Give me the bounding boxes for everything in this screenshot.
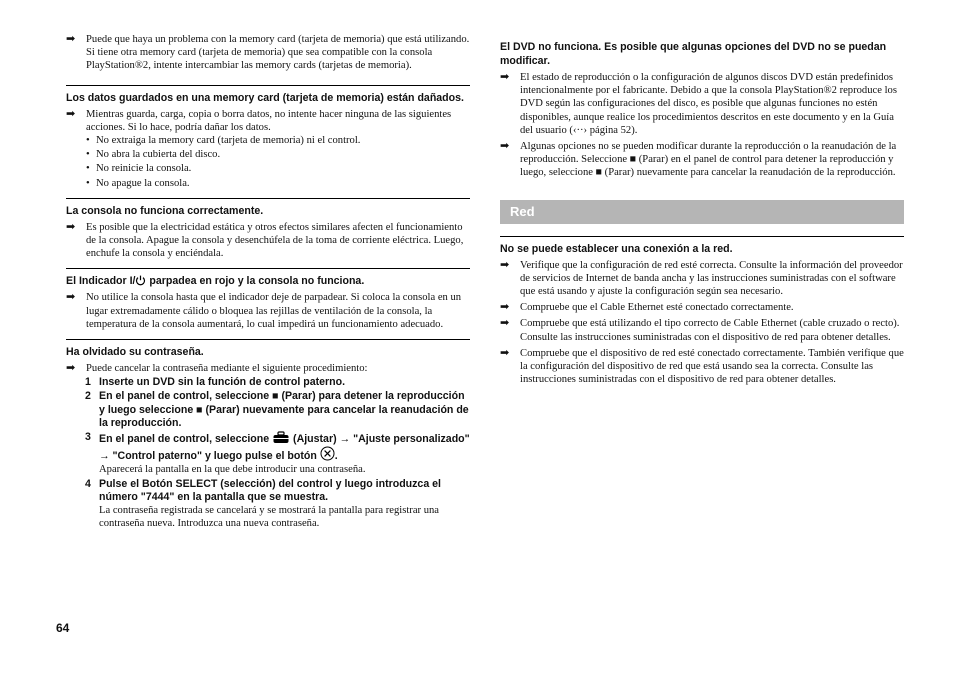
heading-console-malfunction: La consola no funciona correctamente. (66, 198, 470, 218)
heading-network-connection: No se puede establecer una conexión a la red. (500, 236, 904, 256)
password-text: Puede cancelar la contraseña mediante el siguiente procedimiento: (86, 363, 368, 375)
arrow-icon: ➡ (66, 291, 76, 304)
page-number: 64 (56, 621, 70, 635)
list-item: • No reinicie la consola. (86, 163, 192, 175)
stop-icon: ■ (272, 390, 279, 403)
step-3: 3 En el panel de control, seleccione (Ajustar) → "Ajuste personalizado" → "Control paterno" y luego pulse el botón . Aparecerá la pantalla en la que debe introducir una contraseña. (85, 431, 470, 476)
network-item: ➡ Verifique que la configuración de red esté correcta. Consulte la información del proveedor de servicios de Internet de banda ancha y las instrucciones suministradas con el software que está usando y ajuste la configuración según sea necesario. (500, 258, 903, 298)
stop-icon: ■ (629, 154, 637, 166)
bullet-icon: • (86, 177, 90, 189)
saved-data-item (66, 108, 470, 134)
page-ref-icon: ‹··› (572, 124, 588, 136)
left-column (66, 30, 470, 530)
network-item: ➡ Compruebe que está utilizando el tipo correcto de Cable Ethernet (cable cruzado o recto). Consulte las instrucciones suministradas con el dispositivo de red para obtener detalles. (500, 317, 900, 343)
intro-text: Puede que haya un problema con la memory card (tarjeta de memoria) que está utilizando. Si tiene otra memory card (tarjeta de memoria) que sea compatible con la consola PlayStation®2, intente intercambiar las memory cards (tarjetas de memoria). (86, 34, 470, 72)
section-band-red: Red (500, 200, 904, 224)
step-1: 1 Inserte un DVD sin la función de control paterno. (85, 376, 346, 389)
list-item: • No abra la cubierta del disco. (86, 149, 221, 161)
dvd-item: ➡ Algunas opciones no se pueden modificar durante la reproducción o la reanudación de la reproducción. Seleccione ■ (Parar) en el panel de control para detener la reproducción y luego, seleccione ■ (Parar) nuevamente para cancelar la reanudación de la reproducción. (500, 140, 897, 179)
heading-saved-data-damaged: Los datos guardados en una memory card (tarjeta de memoria) están dañados. (66, 85, 470, 105)
heading-dvd-not-working: El DVD no funciona. Es posible que algunas opciones del DVD no se puedan modificar. (500, 41, 887, 67)
arrow-icon: ➡ (66, 107, 76, 120)
arrow-icon: ➡ (500, 258, 510, 271)
saved-data-text: Mientras guarda, carga, copia o borra datos, no intente hacer ninguna de las siguientes acciones. Si lo hace, podría dañar los datos. (86, 108, 452, 133)
list-item: • No apague la consola. (86, 177, 190, 189)
toolbox-icon (272, 431, 290, 444)
step-4: 4 Pulse el Botón SELECT (selección) del control y luego introduzca el número "7444" en la pantalla que se muestra. La contraseña registrada se cancelará y se mostrará la pantalla para registrar una contraseña nueva. Introduzca una nueva contraseña. (85, 477, 441, 530)
cross-button-icon (320, 446, 335, 461)
stop-icon: ■ (595, 167, 603, 179)
indicator-item (66, 291, 470, 331)
power-standby-icon (135, 275, 146, 286)
bullet-icon: • (86, 149, 90, 161)
step-2: 2 En el panel de control, seleccione ■ (Parar) para detener la reproducción y luego seleccione ■ (Parar) nuevamente para cancelar la reanudación de la reproducción. (85, 390, 469, 429)
bullet-icon: • (86, 163, 90, 175)
arrow-icon: ➡ (500, 317, 510, 330)
arrow-icon: ➡ (66, 362, 76, 375)
arrow-icon: ➡ (500, 140, 510, 153)
heading-forgot-password: Ha olvidado su contraseña. (66, 339, 470, 359)
bullet-icon: • (86, 135, 90, 147)
password-item (66, 362, 470, 375)
arrow-icon: ➡ (66, 33, 76, 45)
indicator-text: No utilice la consola hasta que el indicador deje de parpadear. Si coloca la consola en un lugar extremadamente cálido o bloquea las rejillas de ventilación de la consola, la temperatura de la consola aumentará, lo cual impedirá un funcionamiento adecuado. (86, 292, 462, 330)
arrow-icon: ➡ (500, 346, 510, 359)
list-item: • No extraiga la memory card (tarjeta de memoria) ni el control. (86, 135, 361, 147)
arrow-icon: ➡ (66, 220, 76, 233)
console-item (66, 221, 470, 261)
network-item: ➡ Compruebe que el Cable Ethernet esté conectado correctamente. (500, 301, 794, 314)
dvd-item: ➡ El estado de reproducción o la configuración de algunos discos DVD están predefinidos intencionalmente por el fabricante. Debido a que la consola PlayStation®2 reproduce los DVD según las configuraciones del disco, es posible que algunas funciones no estén disponibles, aunque realice los procedimientos descritos en este documento y en la Guía del usuario (‹··› página 52). (500, 71, 897, 136)
network-item: ➡ Compruebe que el dispositivo de red esté conectado correctamente. También verifique que la configuración del dispositivo de red que está usando sea la correcta. Consulte las instrucciones suministradas con el dispositivo de red para obtener detalles. (500, 346, 904, 386)
right-column (500, 30, 904, 386)
arrow-icon: ➡ (500, 71, 510, 83)
stop-icon: ■ (196, 403, 203, 416)
arrow-icon: ➡ (500, 301, 510, 314)
intro-item (66, 33, 470, 73)
heading-indicator-blinking: El Indicador I/ parpadea en rojo y la consola no funciona. (66, 268, 470, 288)
console-text: Es posible que la electricidad estática y otros efectos similares afecten el funcionamiento de la consola. Apague la consola y desenchúfela de la toma de corriente eléctrica. Luego, enchufe la consola y enciéndala. (86, 221, 464, 260)
